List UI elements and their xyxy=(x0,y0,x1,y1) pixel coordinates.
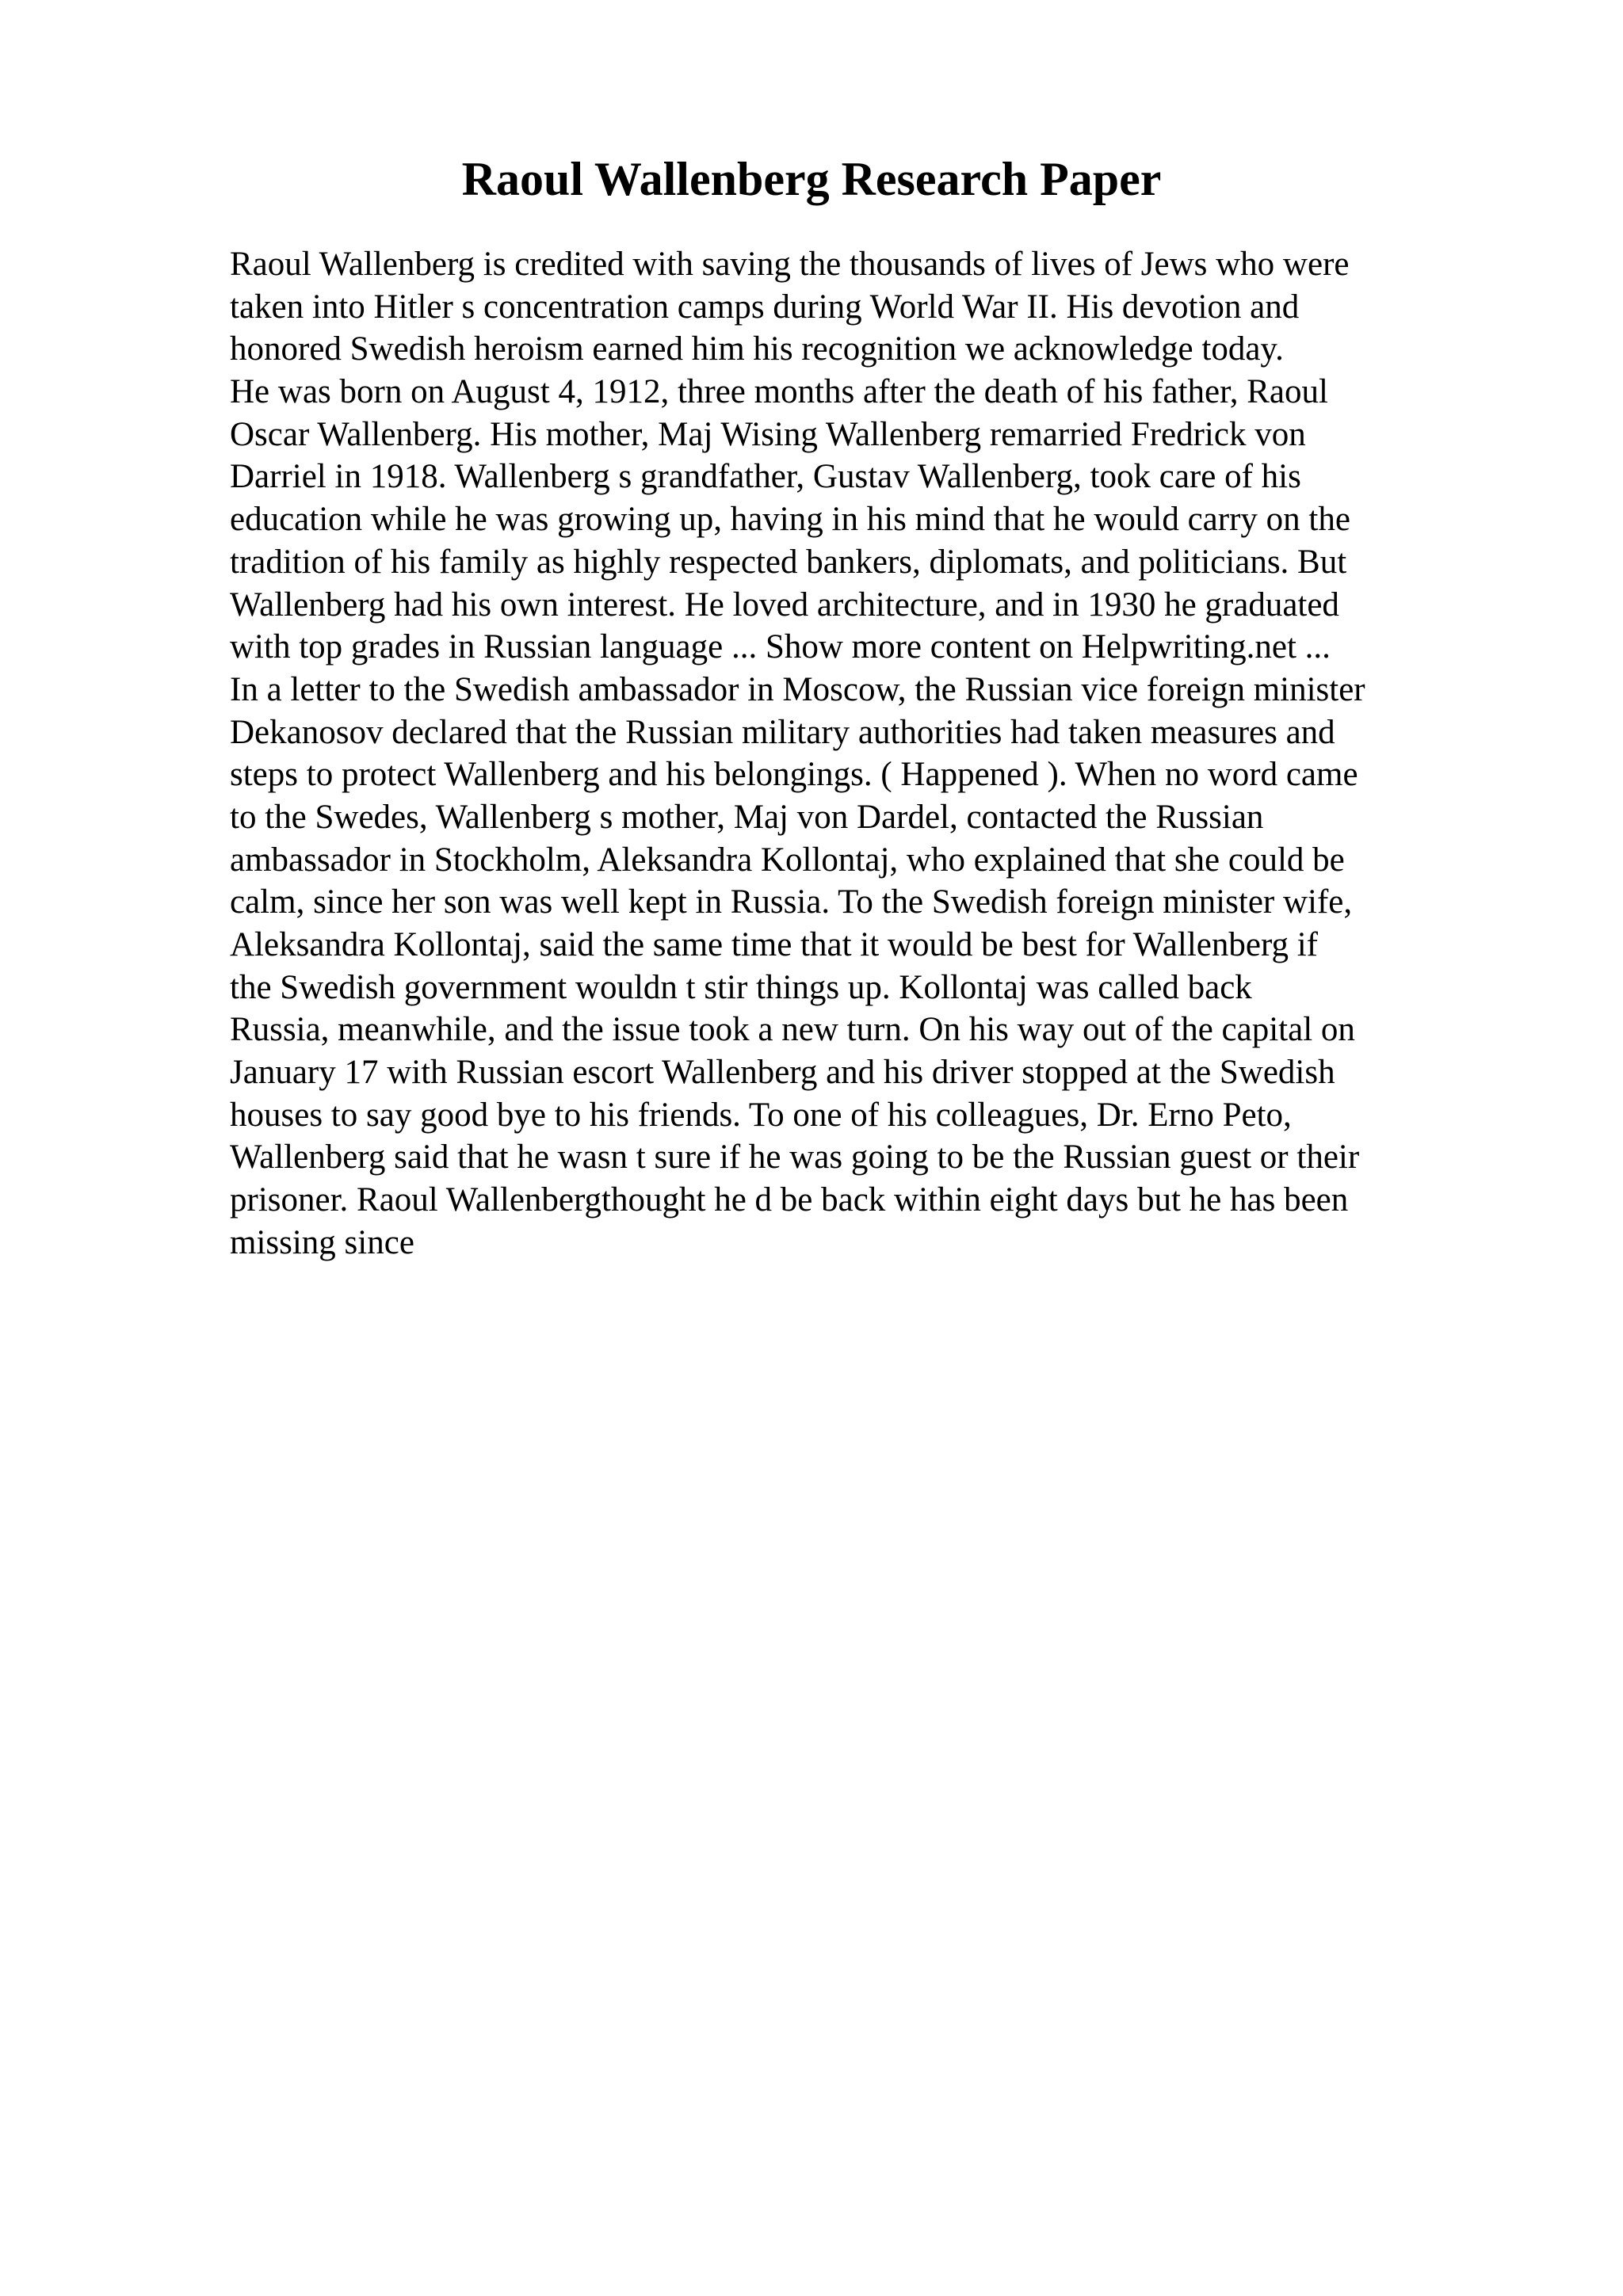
body-line: He was born on August 4, 1912, three months after the death of his father, Raoul xyxy=(230,373,1328,411)
body-line: the Swedish government wouldn t stir things up. Kollontaj was called back xyxy=(230,968,1252,1006)
document-title: Raoul Wallenberg Research Paper xyxy=(461,153,1162,205)
body-line: steps to protect Wallenberg and his belongings. ( Happened ). When no word came xyxy=(230,756,1358,794)
body-line: to the Swedes, Wallenberg s mother, Maj von Dardel, contacted the Russian xyxy=(230,798,1264,836)
body-line: Oscar Wallenberg. His mother, Maj Wising Wallenberg remarried Fredrick von xyxy=(230,415,1306,453)
body-line: Russia, meanwhile, and the issue took a new turn. On his way out of the capital on xyxy=(230,1011,1355,1049)
body-line: In a letter to the Swedish ambassador in Moscow, the Russian vice foreign minister xyxy=(230,670,1365,708)
body-line: honored Swedish heroism earned him his recognition we acknowledge today. xyxy=(230,330,1284,368)
document-body xyxy=(230,243,1514,1264)
body-line: ambassador in Stockholm, Aleksandra Kollontaj, who explained that she could be xyxy=(230,841,1345,879)
body-line: Darriel in 1918. Wallenberg s grandfather, Gustav Wallenberg, took care of his xyxy=(230,458,1301,496)
body-line: Wallenberg said that he wasn t sure if he was going to be the Russian guest or their xyxy=(230,1138,1360,1177)
body-line: taken into Hitler s concentration camps during World War II. His devotion and xyxy=(230,288,1300,326)
body-line: calm, since her son was well kept in Russia. To the Swedish foreign minister wife, xyxy=(230,883,1353,921)
body-line: houses to say good bye to his friends. To one of his colleagues, Dr. Erno Peto, xyxy=(230,1096,1292,1134)
body-line: Aleksandra Kollontaj, said the same time that it would be best for Wallenberg if xyxy=(230,926,1318,963)
body-line: education while he was growing up, having in his mind that he would carry on the xyxy=(230,501,1350,539)
body-line: Wallenberg had his own interest. He loved architecture, and in 1930 he graduated xyxy=(230,585,1339,624)
body-line: January 17 with Russian escort Wallenberg and his driver stopped at the Swedish xyxy=(230,1054,1335,1092)
body-line: with top grades in Russian language ... Show more content on Helpwriting.net ... xyxy=(230,628,1331,666)
body-line: tradition of his family as highly respected bankers, diplomats, and politicians. But xyxy=(230,543,1347,581)
body-line: missing since xyxy=(230,1223,414,1261)
body-line: Dekanosov declared that the Russian military authorities had taken measures and xyxy=(230,713,1335,751)
body-line: prisoner. Raoul Wallenbergthought he d be back within eight days but he has been xyxy=(230,1181,1349,1219)
body-line: Raoul Wallenberg is credited with saving the thousands of lives of Jews who were xyxy=(230,246,1350,283)
